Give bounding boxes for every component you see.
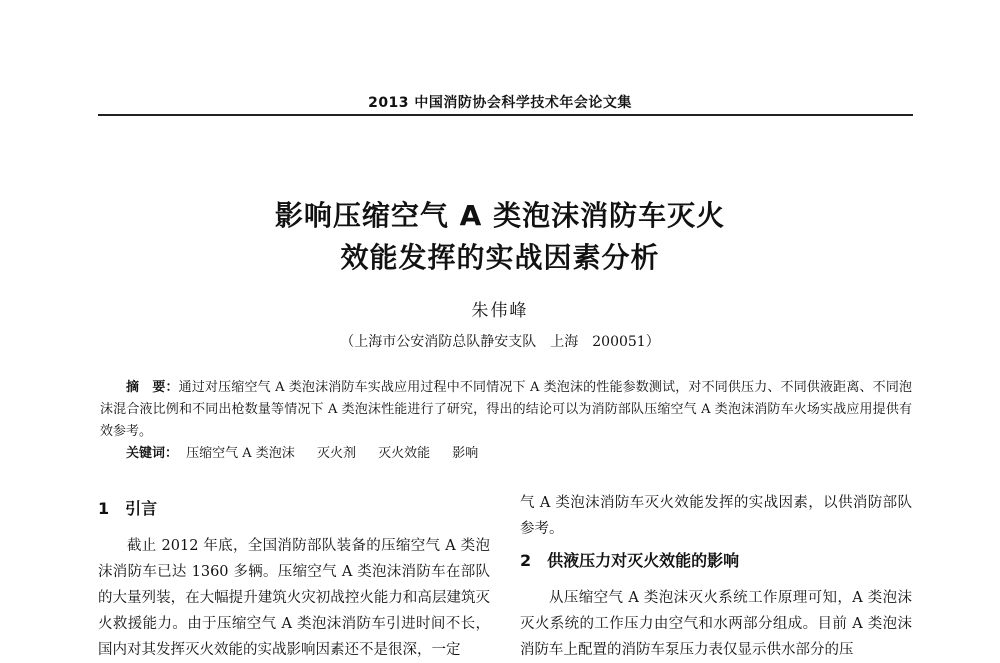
section-1-body: 截止 2012 年底，全国消防部队装备的压缩空气 A 类泡沫消防车已达 1360 多辆。压缩空气 A 类泡沫消防车在部队的大量列装，在大幅提升建筑火灾初战控火能力和高层建筑灭火救援能力。由于压缩空气 A 类泡沫消防车引进时间不长，国内对其发挥灭火效能的实战影响因素还不是很深，一定 (98, 538, 490, 658)
section-title: 供液压力对灭火效能的影响 (547, 551, 740, 570)
running-header: 2013 中国消防协会科学技术年会论文集 (368, 95, 632, 111)
abstract-label: 摘 要： (126, 380, 179, 395)
section-number: 1 (98, 499, 110, 518)
section-heading-1 (98, 498, 157, 520)
abstract-text: 通过对压缩空气 A 类泡沫消防车实战应用过程中不同情况下 A 类泡沫的性能参数测试，对不同供压力、不同供液距离、不同泡沫混合液比例和不同出枪数量等情况下 A 类泡沫性能进行了研究，得出的结论可以为消防部队压缩空气 A 类泡沫消防车火场实战应用提供有效参考。 (100, 380, 912, 439)
author-affiliation: （上海市公安消防总队静安支队 上海 200051） (340, 334, 660, 350)
keyword: 影响 (452, 446, 479, 461)
keyword: 灭火效能 (378, 446, 431, 461)
article-title-line-2: 效能发挥的实战因素分析 (340, 241, 660, 274)
abstract (100, 377, 912, 443)
section-heading-2 (520, 550, 739, 572)
keywords-label: 关键词： (126, 446, 179, 461)
section-number: 2 (520, 551, 532, 570)
section-1-continuation: 气 A 类泡沫消防车灭火效能发挥的实战因素，以供消防部队参考。 (520, 495, 912, 537)
article-title-line-1: 影响压缩空气 A 类泡沫消防车灭火 (274, 199, 726, 232)
section-2-body: 从压缩空气 A 类泡沫灭火系统工作原理可知，A 类泡沫灭火系统的工作压力由空气和水两部分组成。目前 A 类泡沫消防车上配置的消防车泵压力表仅显示供水部分的压 (520, 590, 912, 658)
keyword: 灭火剂 (316, 446, 356, 461)
section-title: 引言 (125, 499, 158, 518)
author-name: 朱伟峰 (471, 301, 529, 321)
header-rule (98, 114, 913, 116)
keyword: 压缩空气 A 类泡沫 (186, 446, 295, 461)
keywords (126, 443, 912, 465)
